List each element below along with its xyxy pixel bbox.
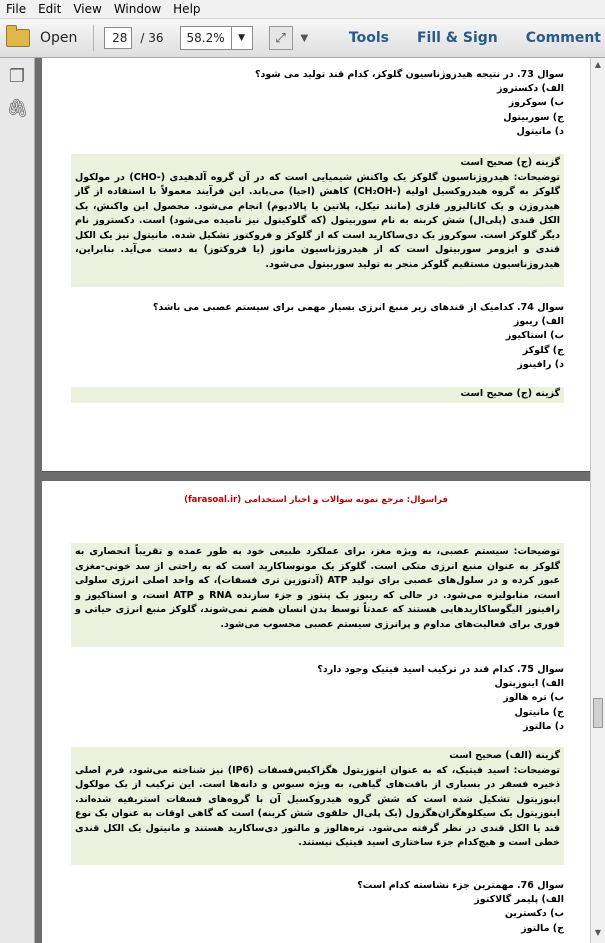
question-76: [84, 879, 564, 936]
chevron-down-icon[interactable]: ▼: [231, 27, 252, 49]
answer-74: [71, 387, 564, 403]
option: الف) اینوزیتول: [494, 678, 564, 690]
question-73: [84, 68, 564, 139]
option: الف) پلیمر گالاکتوز: [474, 894, 564, 906]
pages-thumbnail-icon[interactable]: ❐: [8, 66, 26, 87]
option: ج) مانیتول: [514, 706, 564, 718]
page-header: [42, 495, 590, 505]
page-number-input[interactable]: 28: [104, 27, 132, 49]
scroll-thumb[interactable]: [593, 698, 603, 728]
menu-file[interactable]: File: [6, 2, 27, 16]
zoom-value[interactable]: 58.2%: [186, 31, 225, 45]
menu-window[interactable]: Window: [113, 2, 162, 16]
answer-title: گزینه (ج) صحیح است: [460, 157, 560, 168]
navigation-pane: [0, 58, 35, 943]
more-tools-chevron-icon[interactable]: ▼: [300, 32, 309, 44]
question-title: سوال 75. کدام قند در ترکیب اسید فیتیک وجود دارد؟: [317, 664, 564, 675]
option: ج) گلوکز: [522, 344, 564, 356]
zoom-select[interactable]: [180, 26, 253, 50]
menu-help[interactable]: Help: [173, 2, 201, 16]
open-button[interactable]: [6, 29, 77, 47]
answer-explanation: توضیحات: اسید فیتیک، که به عنوان اینوزیتول هگزاکیس‌فسفات (IP6) نیز شناخته می‌شود، فرم اصلی ذخیره فسفر در بسیاری از بافت‌های گیاهی، به ویژه سبوس و دانه‌ها است. این ترکیب از یک مولکول اینوزیتول تشکیل شده است که شش گروه هیدروکسیل آن با گروه‌های فسفات استریفیه شده‌اند. اینوزیتول یک سیکلوهگزان‌هگزول (یک پلی‌ال حلقوی شش کربنه) است که گاهی اوقات به عنوان یک نوع قند یا الکل قندی در نظر گرفته می‌شود. تره‌هالوز و مالتوز دی‌ساکارید هستند و مانیتول یک الکل قندی خطی است و هیچ‌کدام جزء ساختاری اسید فیتیک نیستند.: [75, 764, 560, 848]
option: الف) ریبوز: [513, 316, 564, 328]
menu-edit[interactable]: Edit: [38, 2, 62, 16]
toolbar-separator: [93, 25, 94, 51]
page-total: / 36: [140, 31, 164, 45]
fill-sign-button[interactable]: Fill & Sign: [416, 30, 498, 46]
folder-icon: [6, 29, 30, 47]
answer-title: گزینه (الف) صحیح است: [449, 750, 560, 761]
expand-icon[interactable]: ⤢: [269, 26, 293, 50]
option: ب) استاکیوز: [505, 330, 564, 342]
scroll-up-icon[interactable]: ▲: [594, 60, 602, 69]
option: د) رافینوز: [517, 358, 564, 370]
option: ب) دکسترین: [504, 908, 564, 920]
question-74: [84, 301, 564, 372]
option: د) مالتوز: [523, 720, 564, 732]
toolbar: [0, 19, 605, 58]
question-title: سوال 74. کدامیک از قندهای زیر منبع انرژی بسیار مهمی برای سیستم عصبی می باشد؟: [152, 302, 564, 313]
answer-74-continued: [71, 543, 564, 647]
tools-button[interactable]: Tools: [348, 30, 389, 46]
pdf-page-28: [42, 58, 590, 472]
menu-view[interactable]: View: [73, 2, 102, 16]
option: ب) سوکروز: [508, 97, 564, 109]
scroll-down-icon[interactable]: ▼: [594, 928, 602, 937]
option: ج) مالتوز: [521, 922, 564, 934]
answer-explanation: توضیحات: هیدروژناسیون گلوکز یک واکنش شیمیایی است که در آن گروه آلدهیدی (-CHO) در مولکول گلوکز به گروه هیدروکسیل اولیه (-CH₂OH) کاهش (احیا) می‌یابد. این فرآیند معمولاً با استفاده از گاز هیدروژن و یک کاتالیزور فلزی (مانند نیکل، پلاتین یا پالادیوم) انجام می‌شود. محصول این واکنش، یک الکل قندی (پلی‌ال) شش کربنه به نام سوربیتول (که گلوکیتول نیز نامیده می‌شود) است. دکستروز نام دیگر گلوکز است. سوکروز یک دی‌ساکارید است که از گلوکز و فروکتوز تشکیل شده. مانیتول نیز یک الکل قندی و ایزومر سوربیتول است که از هیدروژناسیون مانوز (یا فروکتوز) به دست می‌آید. بنابراین، هیدروژناسیون مستقیم گلوکز منجر به تولید سوربیتول می‌شود.: [75, 171, 561, 270]
answer-title: گزینه (ج) صحیح است: [460, 388, 560, 399]
answer-explanation: توضیحات: سیستم عصبی، به ویژه مغز، برای عملکرد طبیعی خود به طور عمده و تقریباً انحصاری به گلوکز به عنوان منبع انرژی متکی است. گلوکز یک مونوساکارید است که به راحتی از سد خونی-مغزی عبور کرده و در سلول‌های عصبی برای تولید ATP (آدنوزین تری فسفات)، که واحد اصلی انرژی سلولی است، متابولیزه می‌شود. در حالی که ریبوز یک پنتوز و جزء سازنده RNA و ATP است، و استاکیوز و رافینوز الیگوساکاریدهایی هستند که عمدتاً توسط بدن انسان هضم نمی‌شوند، گلوکز منبع انرژی حیاتی و فوری برای فعالیت‌های مداوم و پرانرژی سیستم عصبی محسوب می‌شود.: [75, 546, 561, 630]
header-text: فراسوال: مرجع نمونه سوالات و اخبار استخدامی: [244, 495, 448, 505]
question-75: [84, 663, 564, 734]
answer-73: [71, 154, 564, 287]
option: ب) تره هالوز: [503, 692, 564, 704]
question-title: سوال 76. مهمترین جزء نشاسته کدام است؟: [357, 880, 564, 891]
comment-button[interactable]: Comment: [525, 30, 601, 46]
answer-75: [71, 747, 564, 865]
option: الف) دکستروز: [496, 83, 564, 95]
vertical-scrollbar[interactable]: [590, 58, 605, 943]
menu-bar: [0, 0, 605, 19]
option: د) مانیتول: [516, 125, 564, 137]
question-title: سوال 73. در نتیجه هیدروژناسیون گلوکز، کدام قند تولید می شود؟: [254, 69, 564, 80]
pdf-page-29: [42, 481, 590, 943]
header-site: (farasoal.ir): [184, 495, 242, 505]
option: ج) سوربیتول: [503, 111, 564, 123]
paperclip-icon[interactable]: 🖇: [6, 98, 29, 119]
open-label: Open: [40, 30, 78, 46]
